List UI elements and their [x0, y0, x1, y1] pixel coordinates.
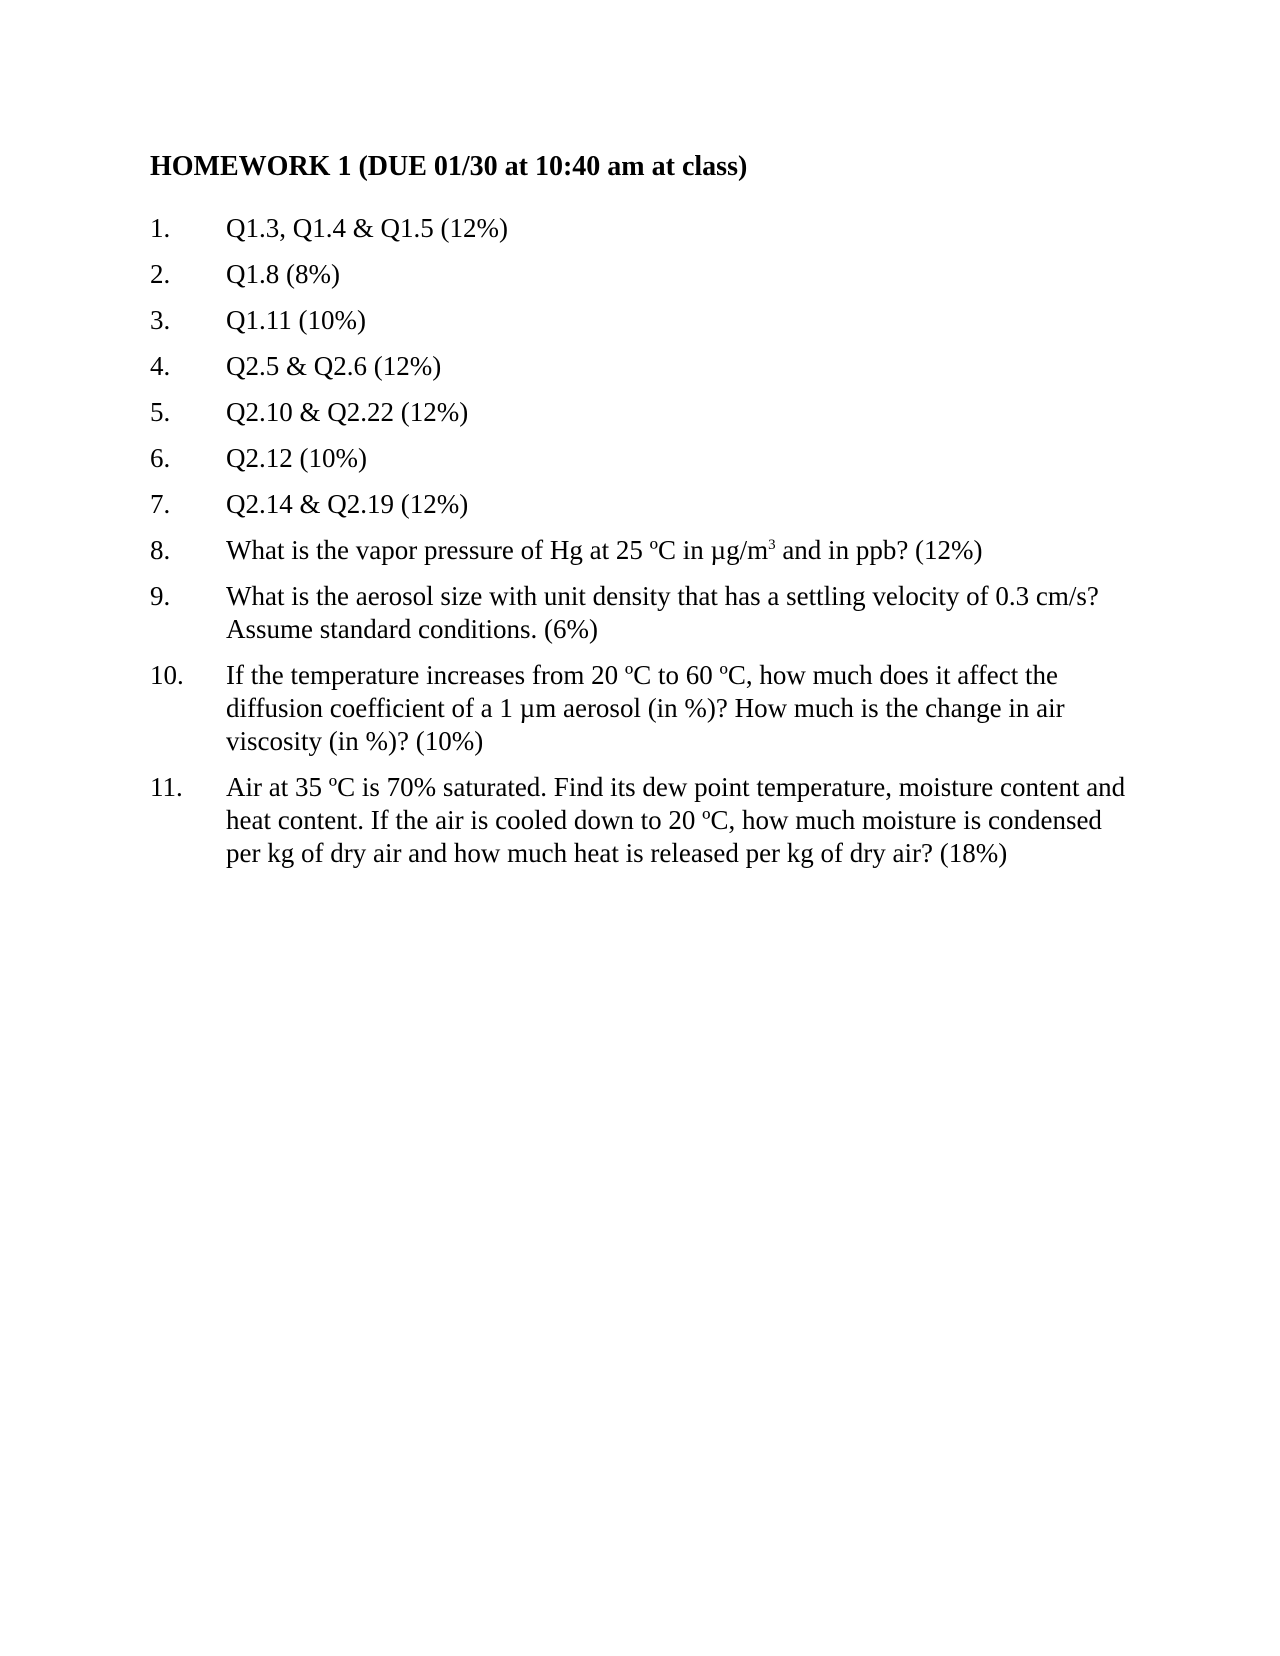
- list-item: [150, 659, 1130, 758]
- list-item: [150, 771, 1130, 870]
- item-number: 7.: [150, 489, 171, 519]
- item-number: 9.: [150, 581, 171, 611]
- item-text: Q2.14 & Q2.19 (12%): [226, 489, 469, 519]
- item-text-before: What is the vapor pressure of Hg at 25 ºC in µg/m: [226, 535, 769, 565]
- item-text: Q1.11 (10%): [226, 305, 366, 335]
- item-text: If the temperature increases from 20 ºC to 60 ºC, how much does it affect the diffusion coefficient of a 1 µm aerosol (in %)? How much is the change in air viscosity (in %)? (10%): [226, 660, 1065, 756]
- item-number: 8.: [150, 535, 171, 565]
- homework-title: HOMEWORK 1 (DUE 01/30 at 10:40 am at class): [150, 151, 748, 182]
- item-text: Q2.5 & Q2.6 (12%): [226, 351, 442, 381]
- item-number: 1.: [150, 213, 171, 243]
- list-item: [150, 350, 1130, 383]
- item-text: Q2.10 & Q2.22 (12%): [226, 397, 469, 427]
- list-item: [150, 396, 1130, 429]
- item-number: 11.: [150, 772, 183, 802]
- list-item: [150, 212, 1130, 245]
- item-number: 3.: [150, 305, 171, 335]
- list-item: [150, 488, 1130, 521]
- item-number: 4.: [150, 351, 171, 381]
- item-number: 2.: [150, 259, 171, 289]
- list-item: [150, 442, 1130, 475]
- item-text: Q1.8 (8%): [226, 259, 340, 289]
- item-text: Air at 35 ºC is 70% saturated. Find its dew point temperature, moisture content and heat content. If the air is cooled down to 20 ºC, how much moisture is condensed per kg of dry air and how much heat is released per kg of dry air? (18%): [226, 772, 1126, 868]
- item-number: 10.: [150, 660, 184, 690]
- document-page: [150, 150, 1130, 883]
- list-item: [150, 580, 1130, 646]
- item-text-after: and in ppb? (12%): [775, 535, 983, 565]
- homework-list: [150, 212, 1130, 870]
- list-item: [150, 534, 1130, 567]
- item-text: What is the aerosol size with unit density that has a settling velocity of 0.3 cm/s? Assume standard conditions. (6%): [226, 581, 1099, 644]
- item-number: 5.: [150, 397, 171, 427]
- item-text: [226, 534, 1130, 567]
- item-text: Q1.3, Q1.4 & Q1.5 (12%): [226, 213, 508, 243]
- superscript-cubed: 3: [768, 537, 776, 553]
- item-text: Q2.12 (10%): [226, 443, 367, 473]
- list-item: [150, 258, 1130, 291]
- item-number: 6.: [150, 443, 171, 473]
- list-item: [150, 304, 1130, 337]
